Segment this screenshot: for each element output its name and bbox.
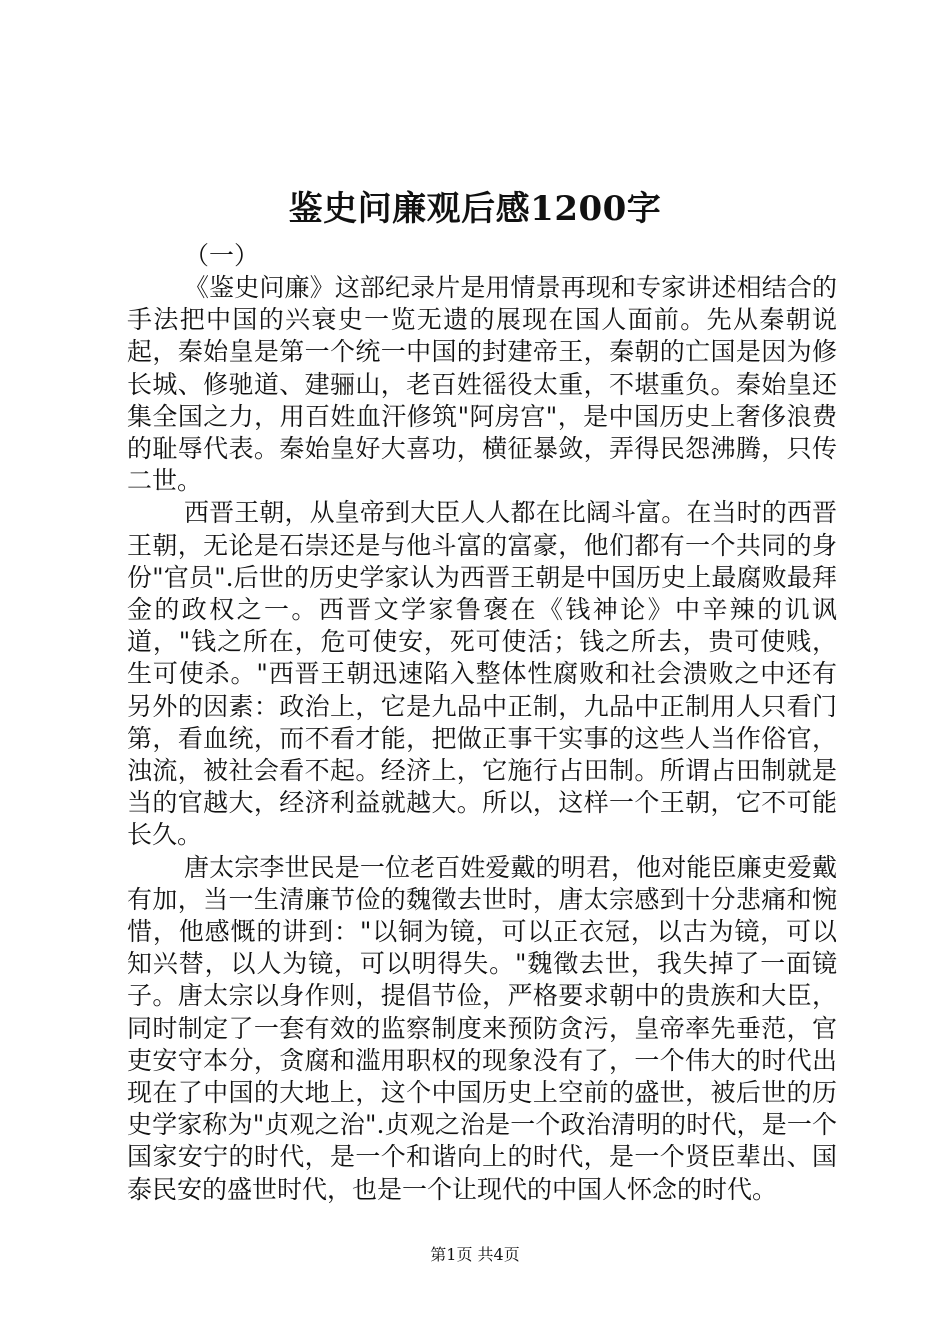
paragraph-qin-dynasty: 《鉴史问廉》这部纪录片是用情景再现和专家讲述相结合的手法把中国的兴衰史一览无遗的展现在国人面前。先从秦朝说起，秦始皇是第一个统一中国的封建帝王，秦朝的亡国是因为修长城、修驰道、建骊山，老百姓徭役太重，不堪重负。秦始皇还集全国之力，用百姓血汗修筑"阿房宫"，是中国历史上奢侈浪费的耻辱代表。秦始皇好大喜功，横征暴敛，弄得民怨沸腾，只传二世。 [127,273,837,496]
section-number: （一） [184,241,260,270]
page-title: 鉴史问廉观后感1200字 [288,189,662,229]
paragraph-tang-taizong: 唐太宗李世民是一位老百姓爱戴的明君，他对能臣廉吏爱戴有加，当一生清廉节俭的魏徵去世时，唐太宗感到十分悲痛和惋惜，他感慨的讲到："以铜为镜，可以正衣冠，以古为镜，可以知兴替，以人为镜，可以明得失。"魏徵去世，我失掉了一面镜子。唐太宗以身作则，提倡节俭，严格要求朝中的贵族和大臣，同时制定了一套有效的监察制度来预防贪污，皇帝率先垂范，官吏安守本分，贪腐和滥用职权的现象没有了，一个伟大的时代出现在了中国的大地上，这个中国历史上空前的盛世，被后世的历史学家称为"贞观之治".贞观之治是一个政治清明的时代，是一个国家安宁的时代，是一个和谐向上的时代，是一个贤臣辈出、国泰民安的盛世时代，也是一个让现代的中国人怀念的时代。 [127,852,837,1204]
document-body [127,240,837,1206]
page-number-footer: 第1页 共4页 [430,1245,520,1264]
paragraph-western-jin: 西晋王朝，从皇帝到大臣人人都在比阔斗富。在当时的西晋王朝，无论是石崇还是与他斗富的富豪，他们都有一个共同的身份"官员".后世的历史学家认为西晋王朝是中国历史上最腐败最拜金的政权之一。西晋文学家鲁褒在《钱神论》中辛辣的讥讽道，"钱之所在，危可使安，死可使活；钱之所去，贵可使贱，生可使杀。"西晋王朝迅速陷入整体性腐败和社会溃败之中还有另外的因素：政治上，它是九品中正制，九品中正制用人只看门第，看血统，而不看才能，把做正事干实事的这些人当作俗官，浊流，被社会看不起。经济上，它施行占田制。所谓占田制就是当的官越大，经济利益就越大。所以，这样一个王朝，它不可能长久。 [127,498,837,850]
